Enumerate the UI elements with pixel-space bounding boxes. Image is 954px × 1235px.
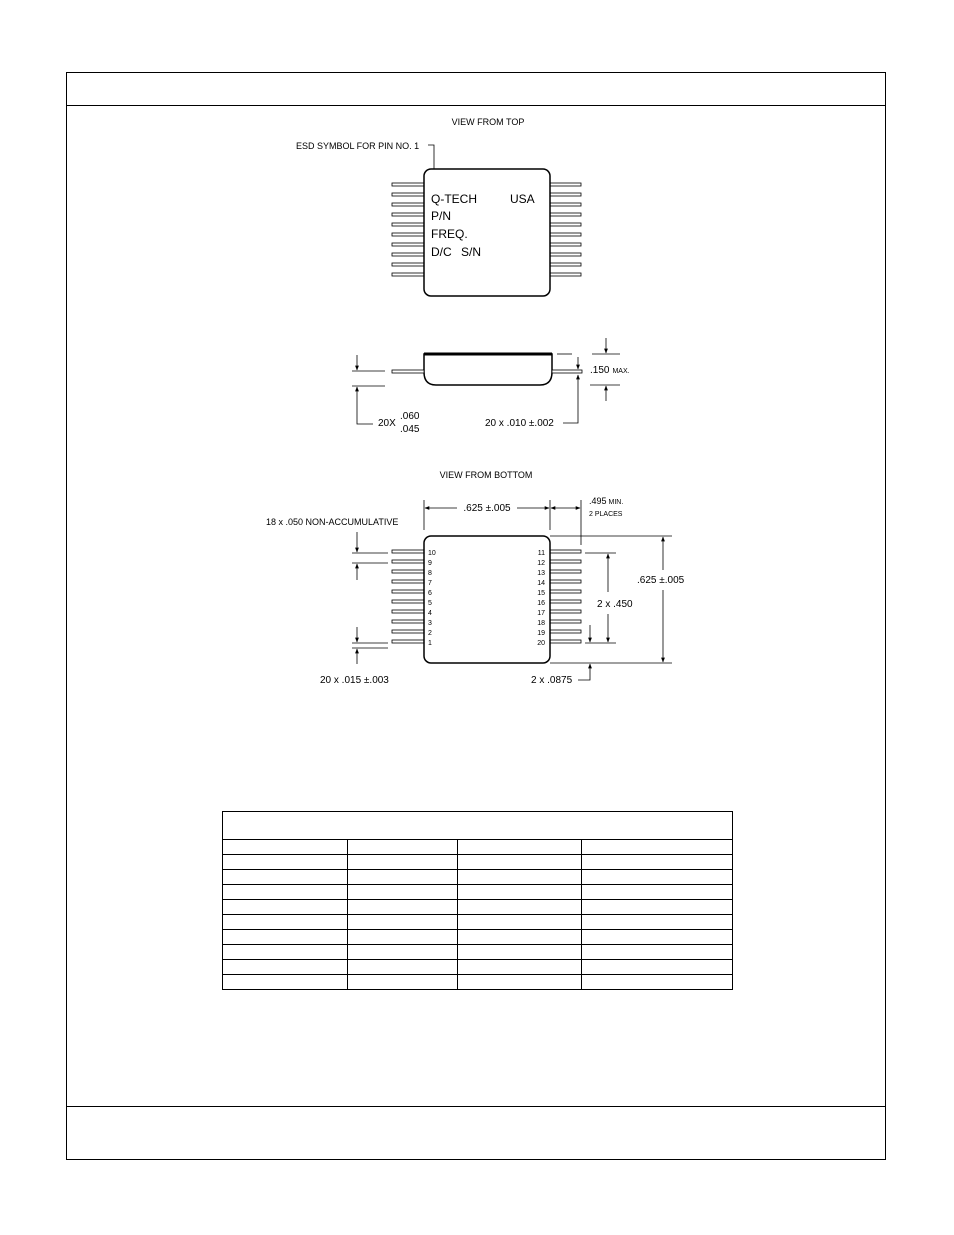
bottom-height-dim: .625 ±.005 [637, 575, 685, 586]
top-right-leads [550, 183, 581, 276]
table-cell [348, 870, 458, 885]
side-view [352, 338, 630, 435]
table-row [223, 885, 733, 900]
table-cell [458, 915, 582, 930]
marking-sn: S/N [461, 245, 482, 259]
lead-dim-prefix: 20X [378, 418, 396, 429]
table-cell [348, 855, 458, 870]
table-cell [223, 885, 348, 900]
lead-width-dim: 20 x .015 ±.003 [320, 675, 389, 686]
table-cell [223, 900, 348, 915]
lead [550, 640, 581, 643]
table-cell [582, 975, 733, 990]
marking-pn: P/N [431, 209, 452, 223]
marking-freq: FREQ. [431, 227, 468, 241]
table-cell [458, 870, 582, 885]
esd-label: ESD SYMBOL FOR PIN NO. 1 [296, 141, 420, 151]
lead [392, 263, 424, 266]
lead [550, 610, 581, 613]
table-row [223, 855, 733, 870]
table-row [223, 960, 733, 975]
pin-number: 11 [537, 550, 545, 557]
lead [392, 560, 424, 563]
table-cell [348, 840, 458, 855]
lead [392, 570, 424, 573]
data-table [222, 811, 733, 990]
table-cell [458, 945, 582, 960]
lead [550, 253, 581, 256]
pin-number: 13 [537, 570, 545, 577]
table-row [223, 945, 733, 960]
dim-arrow [578, 664, 590, 680]
table-cell [582, 870, 733, 885]
table-cell [223, 930, 348, 945]
table-cell [582, 855, 733, 870]
table-cell [223, 855, 348, 870]
pin-number: 7 [428, 580, 432, 587]
pin-number: 18 [537, 620, 545, 627]
table-row [223, 840, 733, 855]
pin-number: 14 [537, 580, 545, 587]
table-cell [582, 915, 733, 930]
table-cell [582, 945, 733, 960]
table-cell [223, 945, 348, 960]
lead [550, 193, 581, 196]
lead [550, 630, 581, 633]
lead [550, 620, 581, 623]
pin-number: 8 [428, 570, 432, 577]
table-cell [348, 915, 458, 930]
table-cell [348, 945, 458, 960]
bottom-view [266, 470, 685, 686]
pin-number: 19 [537, 630, 545, 637]
lead [550, 600, 581, 603]
lead [392, 273, 424, 276]
pin-number: 3 [428, 620, 432, 627]
pin-number: 10 [428, 550, 436, 557]
table-cell [458, 930, 582, 945]
lead [392, 253, 424, 256]
dim-arrow [563, 375, 578, 423]
side-height-dim: .150 MAX. [590, 365, 630, 376]
table-cell [348, 975, 458, 990]
side-lead-right [552, 370, 582, 373]
lead [392, 620, 424, 623]
data-table-body [223, 812, 733, 990]
pin-number: 20 [537, 640, 545, 647]
pin-number: 6 [428, 590, 432, 597]
marking-qtech: Q-TECH [431, 192, 477, 206]
pin-number: 5 [428, 600, 432, 607]
lead [550, 243, 581, 246]
lead [392, 590, 424, 593]
table-cell [458, 885, 582, 900]
table-cell [458, 900, 582, 915]
table-row [223, 930, 733, 945]
bottom-view-title: VIEW FROM BOTTOM [439, 470, 533, 480]
lead [550, 183, 581, 186]
table-cell [458, 855, 582, 870]
lead [392, 203, 424, 206]
top-left-leads [392, 183, 424, 276]
table-row [223, 975, 733, 990]
lead [392, 223, 424, 226]
bottom-package-body [424, 536, 550, 663]
lead [550, 223, 581, 226]
table-row [223, 900, 733, 915]
pin-number: 15 [537, 590, 545, 597]
table-cell [582, 930, 733, 945]
lead [392, 580, 424, 583]
lead-len-dim: .495 MIN. [589, 496, 624, 506]
table-cell [582, 960, 733, 975]
lead [392, 183, 424, 186]
pin-number: 9 [428, 560, 432, 567]
table-cell [582, 885, 733, 900]
lead [392, 243, 424, 246]
table-cell [348, 900, 458, 915]
lead [392, 193, 424, 196]
top-view-title: VIEW FROM TOP [451, 117, 525, 127]
table-cell [223, 840, 348, 855]
lead [550, 233, 581, 236]
lead [392, 600, 424, 603]
table-row [223, 870, 733, 885]
marking-dc: D/C [431, 245, 452, 259]
table-cell [223, 975, 348, 990]
lead [550, 273, 581, 276]
lead [392, 233, 424, 236]
lead [550, 580, 581, 583]
lead [392, 630, 424, 633]
bottom-width-dim: .625 ±.005 [463, 503, 511, 514]
side-lead-left [392, 370, 424, 373]
lead [550, 203, 581, 206]
edge-dim: 2 x .0875 [531, 675, 573, 686]
pin-number: 17 [537, 610, 545, 617]
table-cell [458, 960, 582, 975]
lead [392, 640, 424, 643]
top-view [296, 117, 581, 296]
lead [550, 590, 581, 593]
table-row [223, 915, 733, 930]
pin-number: 1 [428, 640, 432, 647]
lead-dim-upper: .060 [400, 411, 420, 422]
pin-number: 12 [537, 560, 545, 567]
pitch-dim: 18 x .050 NON-ACCUMULATIVE [266, 517, 399, 527]
table-cell [458, 975, 582, 990]
row-span-dim: 2 x .450 [597, 599, 633, 610]
table-cell [223, 915, 348, 930]
pin-number: 2 [428, 630, 432, 637]
marking-usa: USA [510, 192, 535, 206]
lead [550, 550, 581, 553]
lead-dim-lower: .045 [400, 424, 420, 435]
lead [550, 570, 581, 573]
table-cell [223, 960, 348, 975]
lead [392, 550, 424, 553]
lead [550, 263, 581, 266]
bottom-right-leads [550, 550, 581, 643]
table-cell [348, 960, 458, 975]
pin-number: 4 [428, 610, 432, 617]
table-cell [582, 900, 733, 915]
bottom-left-leads [392, 550, 424, 643]
pin-number: 16 [537, 600, 545, 607]
table-title [223, 812, 733, 840]
lead-thickness-dim: 20 x .010 ±.002 [485, 418, 554, 429]
table-cell [348, 885, 458, 900]
table-cell [458, 840, 582, 855]
side-package-body [424, 354, 552, 385]
dim-arrow [357, 387, 373, 424]
lead [392, 610, 424, 613]
lead [550, 213, 581, 216]
lead-len-places: 2 PLACES [589, 511, 623, 518]
lead [550, 560, 581, 563]
table-cell [582, 840, 733, 855]
table-title-row [223, 812, 733, 840]
table-cell [348, 930, 458, 945]
lead [392, 213, 424, 216]
table-cell [223, 870, 348, 885]
